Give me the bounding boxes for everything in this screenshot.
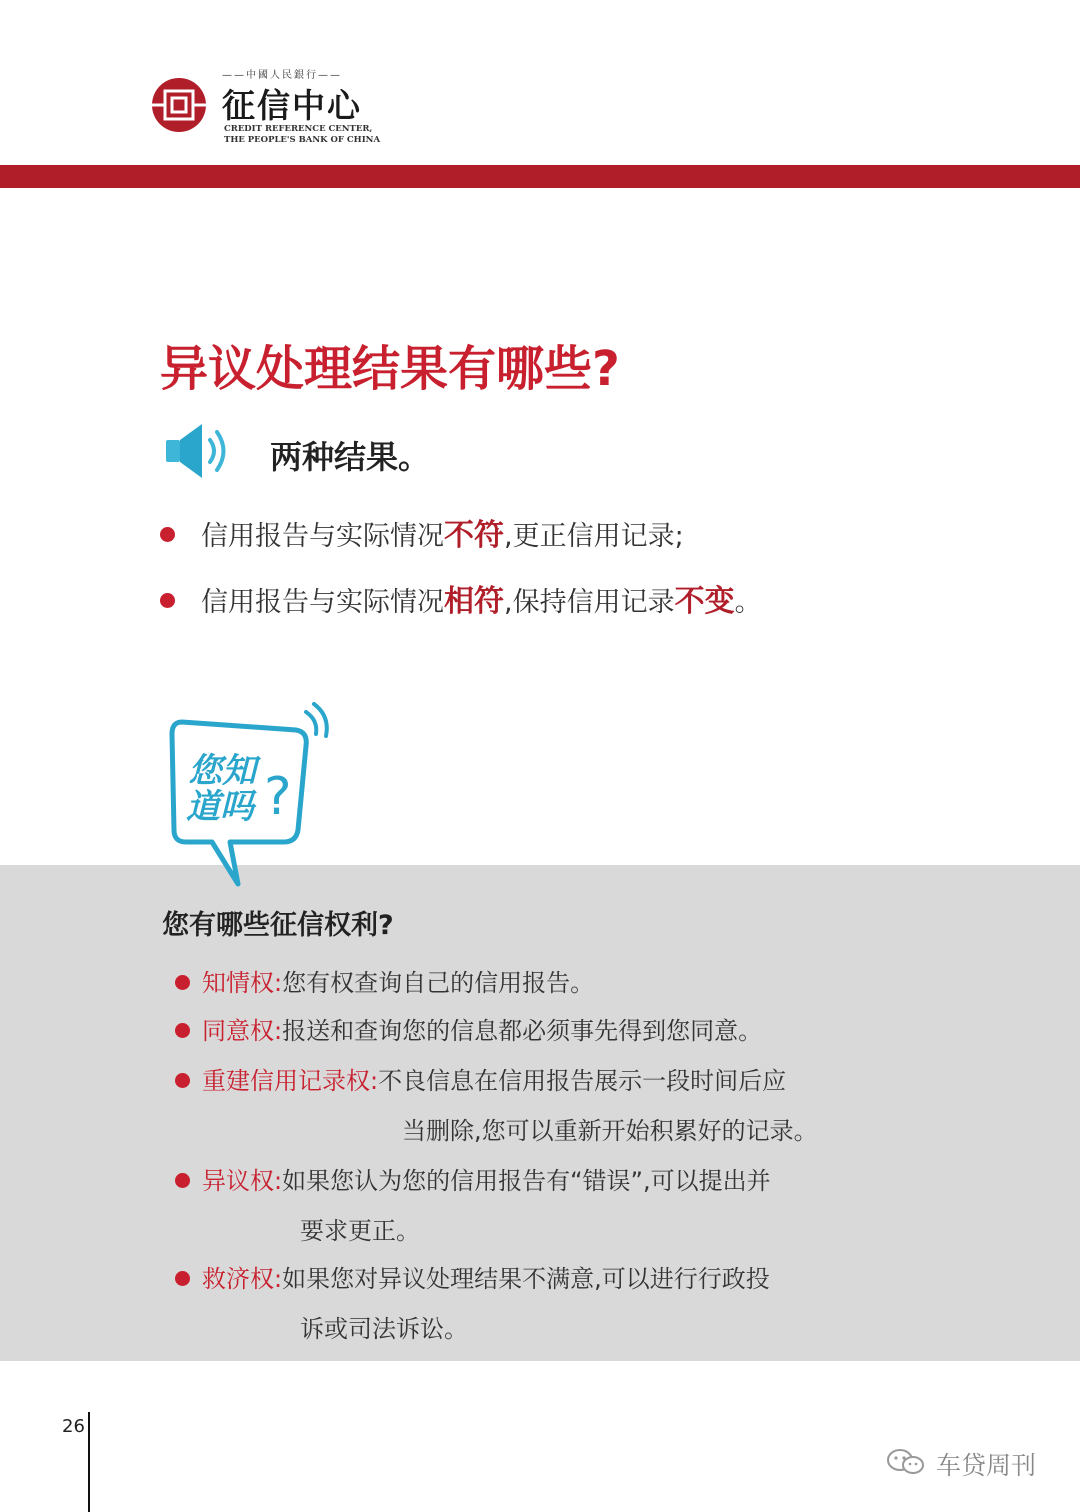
did-you-know-bubble-icon [168,702,338,892]
bullet-highlight-2: 不变 [674,584,735,619]
bullet-text-post: 。 [734,587,762,618]
result-bullet [160,576,762,620]
org-top-label: ——中國人民銀行—— [222,70,342,81]
right-label: 重建信用记录权: [202,1067,379,1095]
right-text-continued: 当删除,您可以重新开始积累好的记录。 [402,1117,818,1145]
bullet-text-mid: ,更正信用记录; [504,521,684,552]
right-label: 知情权: [202,969,283,997]
credit-center-logo-icon [150,76,208,134]
right-label: 救济权: [202,1265,283,1293]
header-red-bar [0,165,1080,188]
right-item [175,1016,762,1046]
right-dot-icon [175,975,190,990]
page-heading: 异议处理结果有哪些? [160,341,620,397]
right-dot-icon [175,1023,190,1038]
bullet-highlight: 相符 [444,584,504,619]
right-text: 如果您对异议处理结果不满意,可以进行行政投 [282,1265,770,1293]
org-english-name [224,124,380,146]
subheading: 两种结果。 [270,438,431,476]
result-bullet [160,510,684,554]
right-item [175,1264,770,1294]
right-text-continued: 要求更正。 [300,1217,420,1245]
bubble-question-mark: ? [264,767,292,827]
org-title: 征信中心 [222,86,362,125]
bullet-dot-icon [160,593,175,608]
bullet-text: 信用报告与实际情况 [201,587,444,618]
org-english-line-1: CREDIT REFERENCE CENTER, [224,124,373,134]
right-text-continued: 诉或司法诉讼。 [300,1315,468,1343]
bullet-highlight: 不符 [444,518,504,553]
right-item [175,1166,771,1196]
right-text: 不良信息在信用报告展示一段时间后应 [378,1067,787,1095]
bullet-dot-icon [160,527,175,542]
rights-title: 您有哪些征信权利? [162,910,394,941]
right-dot-icon [175,1073,190,1088]
bullet-text-mid: ,保持信用记录 [504,587,675,618]
page-number: 26 [62,1416,85,1437]
page-number-rule [88,1412,90,1512]
bubble-line-2: 道吗 [186,787,254,827]
watermark-text: 车贷周刊 [936,1451,1037,1480]
wechat-icon [886,1447,928,1477]
right-dot-icon [175,1271,190,1286]
right-text: 如果您认为您的信用报告有“错误”,可以提出并 [282,1167,771,1195]
right-item [175,968,594,998]
right-label: 异议权: [202,1167,283,1195]
org-english-line-2: THE PEOPLE'S BANK OF CHINA [224,135,381,145]
right-dot-icon [175,1173,190,1188]
speaker-icon [162,420,236,482]
right-text: 报送和查询您的信息都必须事先得到您同意。 [282,1017,763,1045]
bullet-text: 信用报告与实际情况 [201,521,444,552]
right-text: 您有权查询自己的信用报告。 [282,969,595,997]
right-label: 同意权: [202,1017,283,1045]
right-item [175,1066,786,1096]
bubble-line-1: 您知 [188,751,256,791]
